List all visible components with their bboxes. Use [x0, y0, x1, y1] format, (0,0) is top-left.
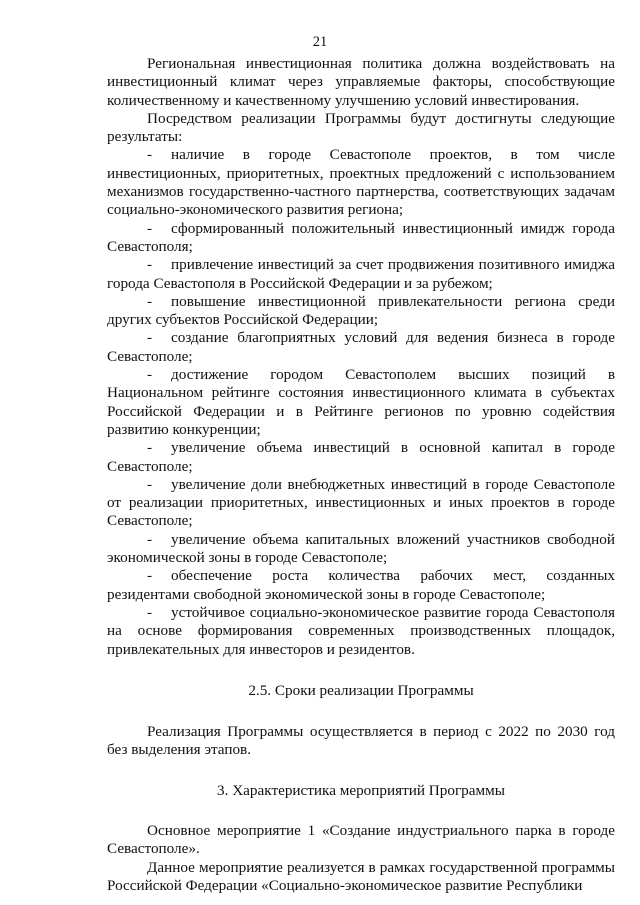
list-item [107, 531, 615, 568]
list-item-text: увеличение объема инвестиций в основной капитал в городе Севастополе; [107, 439, 615, 475]
list-item [107, 476, 615, 531]
list-item-text: устойчивое социально-экономическое развитие города Севастополя на основе формирования современных производственных площадок, привлекательных для инвесторов и резидентов. [107, 603, 615, 658]
section-heading-2-5: 2.5. Сроки реализации Программы [248, 681, 474, 699]
list-item [107, 146, 615, 219]
section-heading-3: 3. Характеристика мероприятий Программы [217, 781, 505, 799]
list-item [107, 567, 615, 604]
bullet-dash: - [147, 256, 153, 274]
list-item [107, 366, 615, 439]
bullet-dash: - [147, 292, 153, 310]
document-body [107, 55, 615, 895]
list-item [107, 439, 615, 476]
list-item [107, 256, 615, 293]
bullet-dash: - [147, 366, 153, 384]
list-item [107, 220, 615, 257]
results-list [107, 146, 615, 658]
list-item-text: увеличение доли внебюджетных инвестиций в городе Севастополе от реализации приоритетных, инвестиционных и иных проектов в городе Севастополе; [107, 475, 615, 530]
list-item-text: достижение городом Севастополем высших позиций в Национальном рейтинге состояния инвестиционного климата в субъектах Российской Федерации и в Рейтинге регионов по уровню содействия развитию конкуренции; [107, 366, 615, 438]
list-item-text: сформированный положительный инвестиционный имидж города Севастополя; [107, 219, 615, 255]
bullet-dash: - [147, 567, 153, 585]
intro-paragraph-1: Региональная инвестиционная политика должна воздействовать на инвестиционный климат через управляемые факторы, способствующие количественному и качественному улучшению условий инвестирования. [107, 55, 615, 109]
list-item-text: наличие в городе Севастополе проектов, в том числе инвестиционных, приоритетных, проектных предложений с использованием механизмов государственно-частного партнерства, соответствующих задачам социально-экономического развития региона; [107, 146, 615, 219]
bullet-dash: - [147, 146, 153, 164]
list-item [107, 604, 615, 659]
list-item-text: создание благоприятных условий для ведения бизнеса в городе Севастополе; [107, 329, 615, 365]
list-item-text: повышение инвестиционной привлекательности региона среди других субъектов Российской Федерации; [107, 292, 615, 329]
bullet-dash: - [147, 475, 153, 493]
list-item [107, 329, 615, 366]
bullet-dash: - [147, 530, 153, 548]
bullet-dash: - [147, 439, 153, 457]
bullet-dash: - [147, 219, 153, 237]
page-number: 21 [312, 34, 328, 50]
section-3-paragraph-2: Данное мероприятие реализуется в рамках государственной программы Российской Федерации «Социально-экономическое развитие Республики [107, 858, 615, 894]
section-3-paragraph-1: Основное мероприятие 1 «Создание индустриального парка в городе Севастополе». [107, 821, 615, 858]
intro-paragraph-2: Посредством реализации Программы будут достигнуты следующие результаты: [107, 109, 615, 146]
section-2-5-text: Реализация Программы осуществляется в период с 2022 по 2030 год без выделения этапов. [107, 723, 615, 759]
bullet-dash: - [147, 329, 153, 347]
list-item-text: привлечение инвестиций за счет продвижения позитивного имиджа города Севастополя в Российской Федерации и за рубежом; [107, 256, 615, 292]
list-item-text: обеспечение роста количества рабочих мест, созданных резидентами свободной экономической зоны в городе Севастополе; [107, 567, 615, 603]
list-item-text: увеличение объема капитальных вложений участников свободной экономической зоны в городе Севастополе; [107, 530, 615, 567]
bullet-dash: - [147, 603, 153, 621]
list-item [107, 293, 615, 330]
